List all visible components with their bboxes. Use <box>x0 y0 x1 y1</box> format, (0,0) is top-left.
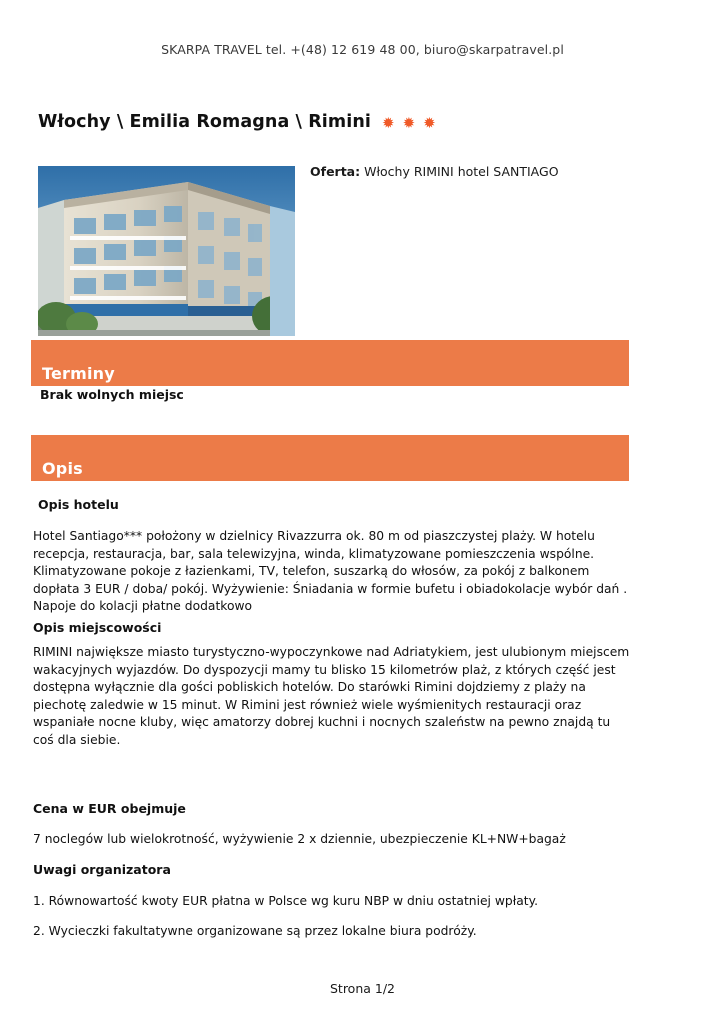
section-bar-opis <box>31 435 629 481</box>
location-description-text: RIMINI największe miasto turystyczno-wypoczynkowe nad Adriatykiem, jest ulubionym miejscem wakacyjnych wyjazdów. Do dyspozycji mamy tu blisko 15 kilometrów plaż, z których część jest dostępna wyłącznie dla gości pobliskich hotelów. Do starówki Rimini dojdziemy z plaży na piechotę zaledwie w 15 minut. W Rimini jest również wiele wyśmienitych restauracji oraz wspaniałe nocne kluby, więc amatorzy dobrej kuchni i nocnych szaleństw na pewno znajdą tu coś dla siebie. <box>33 645 630 747</box>
offer-label: Oferta: <box>310 164 361 179</box>
subheading-hotel-description: Opis hotelu <box>38 497 119 512</box>
subheading-price-includes: Cena w EUR obejmuje <box>33 801 186 816</box>
offer-value: Włochy RIMINI hotel SANTIAGO <box>364 164 559 179</box>
section-bar-terminy <box>31 340 629 386</box>
subheading-organizer-notes: Uwagi organizatora <box>33 862 171 877</box>
hotel-photo <box>38 166 295 336</box>
company-contact-header: SKARPA TRAVEL tel. +(48) 12 619 48 00, biuro@skarpatravel.pl <box>161 42 564 57</box>
star-icon: ✹ <box>402 113 416 132</box>
page-title <box>38 112 436 132</box>
star-icon: ✹ <box>423 113 436 132</box>
offer-line <box>310 164 559 179</box>
page-footer: Strona 1/2 <box>329 981 396 996</box>
star-rating <box>382 113 436 132</box>
section-title-opis: Opis <box>42 459 83 478</box>
price-includes-text: 7 noclegów lub wielokrotność, wyżywienie 2 x dziennie, ubezpieczenie KL+NW+bagaż <box>33 832 566 846</box>
hotel-building-image <box>38 166 295 336</box>
star-icon: ✹ <box>382 113 395 132</box>
subheading-location-description: Opis miejscowości <box>33 620 162 635</box>
organizer-note-2: 2. Wycieczki fakultatywne organizowane są przez lokalne biura podróży. <box>33 924 477 938</box>
organizer-note-1: 1. Równowartość kwoty EUR płatna w Polsce wg kuru NBP w dniu ostatniej wpłaty. <box>33 894 539 908</box>
hotel-description-text: Hotel Santiago*** położony w dzielnicy Rivazzurra ok. 80 m od piaszczystej plaży. W hotelu recepcja, restauracja, bar, sala telewizyjna, winda, klimatyzowane pomieszczenia wspólne. Klimatyzowane pokoje z łazienkami, TV, telefon, suszarką do włosów, za pokój z balkonem dopłata 3 EUR / doba/ pokój. Wyżywienie: Śniadania w formie bufetu i obiadokolacje wybór dań . Napoje do kolacji płatne dodatkowo <box>33 529 628 614</box>
breadcrumb: Włochy \ Emilia Romagna \ Rimini <box>38 112 371 132</box>
section-title-terminy: Terminy <box>42 364 115 383</box>
terminy-availability-note: Brak wolnych miejsc <box>40 387 184 402</box>
